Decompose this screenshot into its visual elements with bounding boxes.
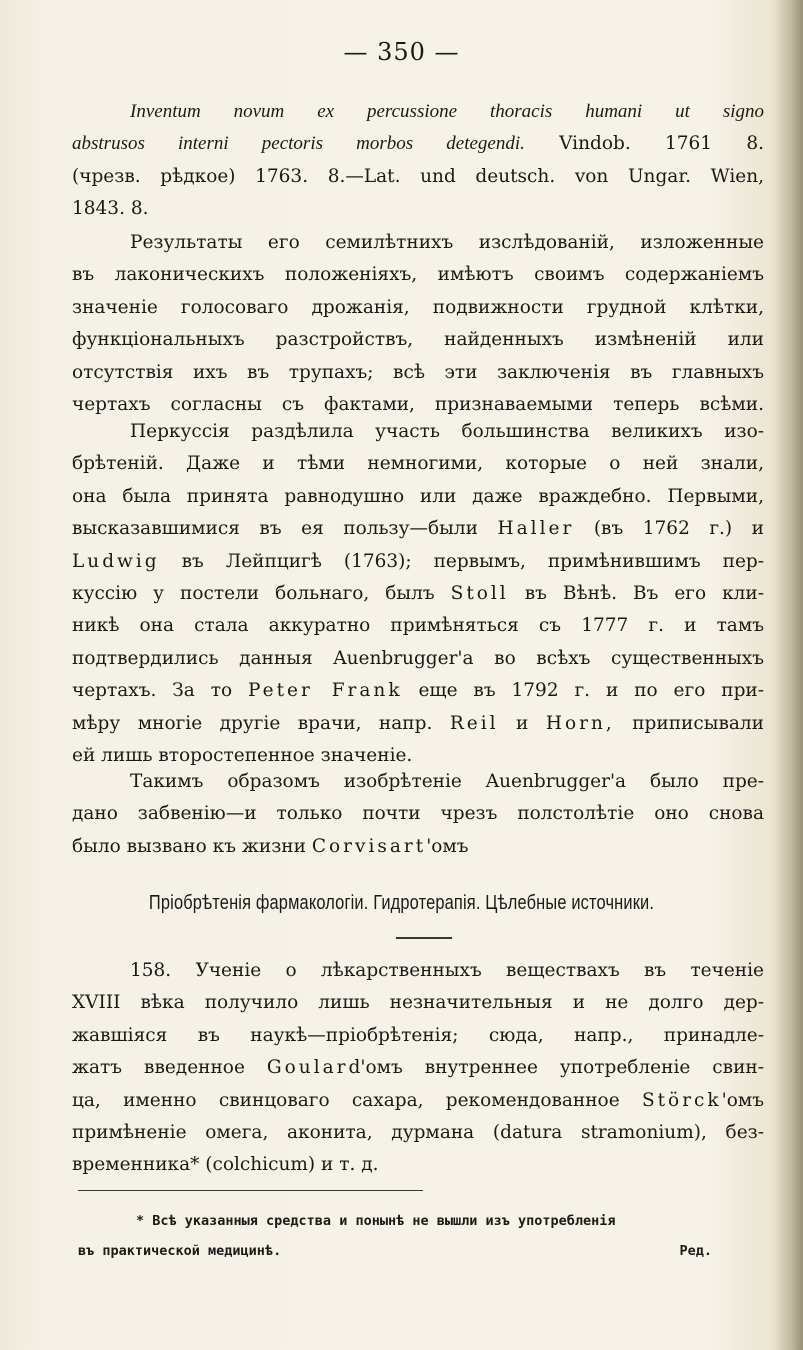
citation-block: [72, 96, 764, 226]
p2-text: (въ 1762 г.) и: [593, 518, 765, 540]
p2-text: куссію у постели больнаго, былъ: [72, 583, 435, 605]
person-name-goulard: Goular: [266, 1057, 349, 1079]
person-name-corvisart: Corvisart: [311, 835, 427, 857]
p4-line: жавшіяся въ наукѣ—пріобрѣтенія; сюда, напр., принадле-: [72, 1024, 764, 1046]
p2-text: высказавшимися въ ея пользу—были: [72, 518, 478, 540]
p3-line: Такимъ образомъ изобрѣтеніе Auenbrugger'а было пре-: [130, 771, 764, 792]
person-name-storck: Störck: [641, 1089, 722, 1111]
p2-line: Перкуссія раздѣлила участь большинства великихъ изо-: [130, 421, 764, 442]
p4-line: XVIII вѣка получило лишь незначительныя и не долго дер-: [72, 992, 764, 1014]
p4-text: жатъ введенное: [72, 1057, 245, 1079]
p2-line: [72, 513, 764, 545]
citation-pub: Vindob. 1761 8.: [559, 133, 764, 155]
p2-text: мѣру многіе другіе врачи, напр.: [72, 712, 433, 734]
citation-title-end: abstrusos interni pectoris morbos detegendi.: [72, 133, 525, 155]
footnote: [78, 1206, 768, 1266]
footnote-text: въ практической медицинѣ.: [78, 1243, 282, 1259]
citation-line-1: Inventum novum ex percussione thoracis humani ut signo: [130, 101, 764, 122]
p4-line: [72, 1085, 764, 1117]
p1-line: чертахъ согласны съ фактами, признаваемыми теперь всѣми.: [72, 394, 764, 416]
p2-text: приписывали: [632, 712, 764, 734]
page-number: — 350 —: [343, 38, 460, 66]
person-name-frank: Peter Frank: [248, 680, 403, 702]
paragraph-results: [72, 227, 764, 421]
p1-line: Результаты его семилѣтнихъ изслѣдованій, изложенные: [130, 232, 764, 253]
p2-text: еще въ 1792 г. и по его при-: [418, 680, 764, 702]
person-name-haller: Haller: [497, 518, 575, 540]
p1-line: значеніе голосоваго дрожанія, подвижности грудной клѣтки,: [72, 296, 764, 318]
p4-text: ца, именно свинцоваго сахара, рекомендованное: [72, 1089, 620, 1111]
p2-line: [72, 578, 764, 610]
citation-line-4: 1843. 8.: [72, 198, 149, 220]
p4-line: [72, 1052, 764, 1084]
p2-line: [72, 708, 764, 740]
p3-text: 'омъ: [426, 835, 469, 857]
p4-text: d'омъ внутреннее употребленіе свин-: [348, 1057, 764, 1079]
p2-line: она была принята равнодушно или даже враждебно. Первыми,: [72, 485, 764, 507]
p4-text: 'омъ: [721, 1089, 765, 1111]
footnote-rule: [78, 1190, 423, 1191]
p2-line: ей лишь второстепенное значеніе.: [72, 745, 413, 767]
section-heading: Пріобрѣтенія фармакологіи. Гидротерапія. Цѣлебные источники.: [148, 892, 655, 914]
heading-rule: [396, 937, 452, 939]
citation-line-2: [72, 128, 764, 160]
p1-line: функціональныхъ разстройствъ, найденныхъ измѣненій или: [72, 329, 764, 351]
paragraph-pharmacology: [72, 955, 764, 1182]
p3-line: дано забвенію—и только почти чрезъ полстолѣтіе оно снова: [72, 803, 764, 825]
person-name-ludwig: Ludwig: [72, 550, 160, 572]
person-name-horn: Horn,: [545, 712, 615, 734]
p2-text: въ Лейпцигѣ (1763); первымъ, примѣнившимъ пер-: [181, 550, 764, 572]
p4-line: примѣненіе омега, аконита, дурмана (datura stramonium), без-: [72, 1122, 764, 1144]
p2-line: никѣ она стала аккуратно примѣняться съ 1777 г. и тамъ: [72, 615, 764, 637]
paragraph-forgotten: [72, 766, 764, 863]
p4-line: 158. Ученіе о лѣкарственныхъ веществахъ въ теченіе: [130, 960, 764, 981]
p2-line: подтвердились данныя Auenbrugger'а во всѣхъ существенныхъ: [72, 647, 764, 669]
citation-line-3: (чрезв. рѣдкое) 1763. 8.—Lat. und deutsch. von Ungar. Wien,: [72, 165, 764, 187]
p3-text: было вызвано къ жизни: [72, 835, 306, 857]
p2-line: [72, 546, 764, 578]
footnote-line-1: * Всѣ указанныя средства и понынѣ не вышли изъ употребленія: [136, 1213, 616, 1229]
p2-line: брѣтеній. Даже и тѣми немногими, которые о ней знали,: [72, 453, 764, 475]
p2-text: чертахъ. За то: [72, 680, 233, 702]
person-name-stoll: Stoll: [450, 583, 509, 605]
p2-text: въ Вѣнѣ. Въ его кли-: [524, 583, 764, 605]
person-name-reil: Reil: [449, 712, 499, 734]
footnote-signature: Ред.: [679, 1243, 712, 1259]
p2-text: и: [516, 712, 529, 734]
p1-line: отсутствія ихъ въ трупахъ; всѣ эти заключенія въ главныхъ: [72, 361, 764, 383]
p1-line: въ лаконическихъ положеніяхъ, имѣютъ своимъ содержаніемъ: [72, 264, 764, 286]
p4-line: временника* (colchicum) и т. д.: [72, 1154, 379, 1176]
p3-line: [72, 831, 764, 863]
p2-line: [72, 675, 764, 707]
paragraph-percussion: [72, 416, 764, 772]
footnote-line-2: [78, 1236, 768, 1266]
page-edge-shadow: [775, 0, 803, 1350]
